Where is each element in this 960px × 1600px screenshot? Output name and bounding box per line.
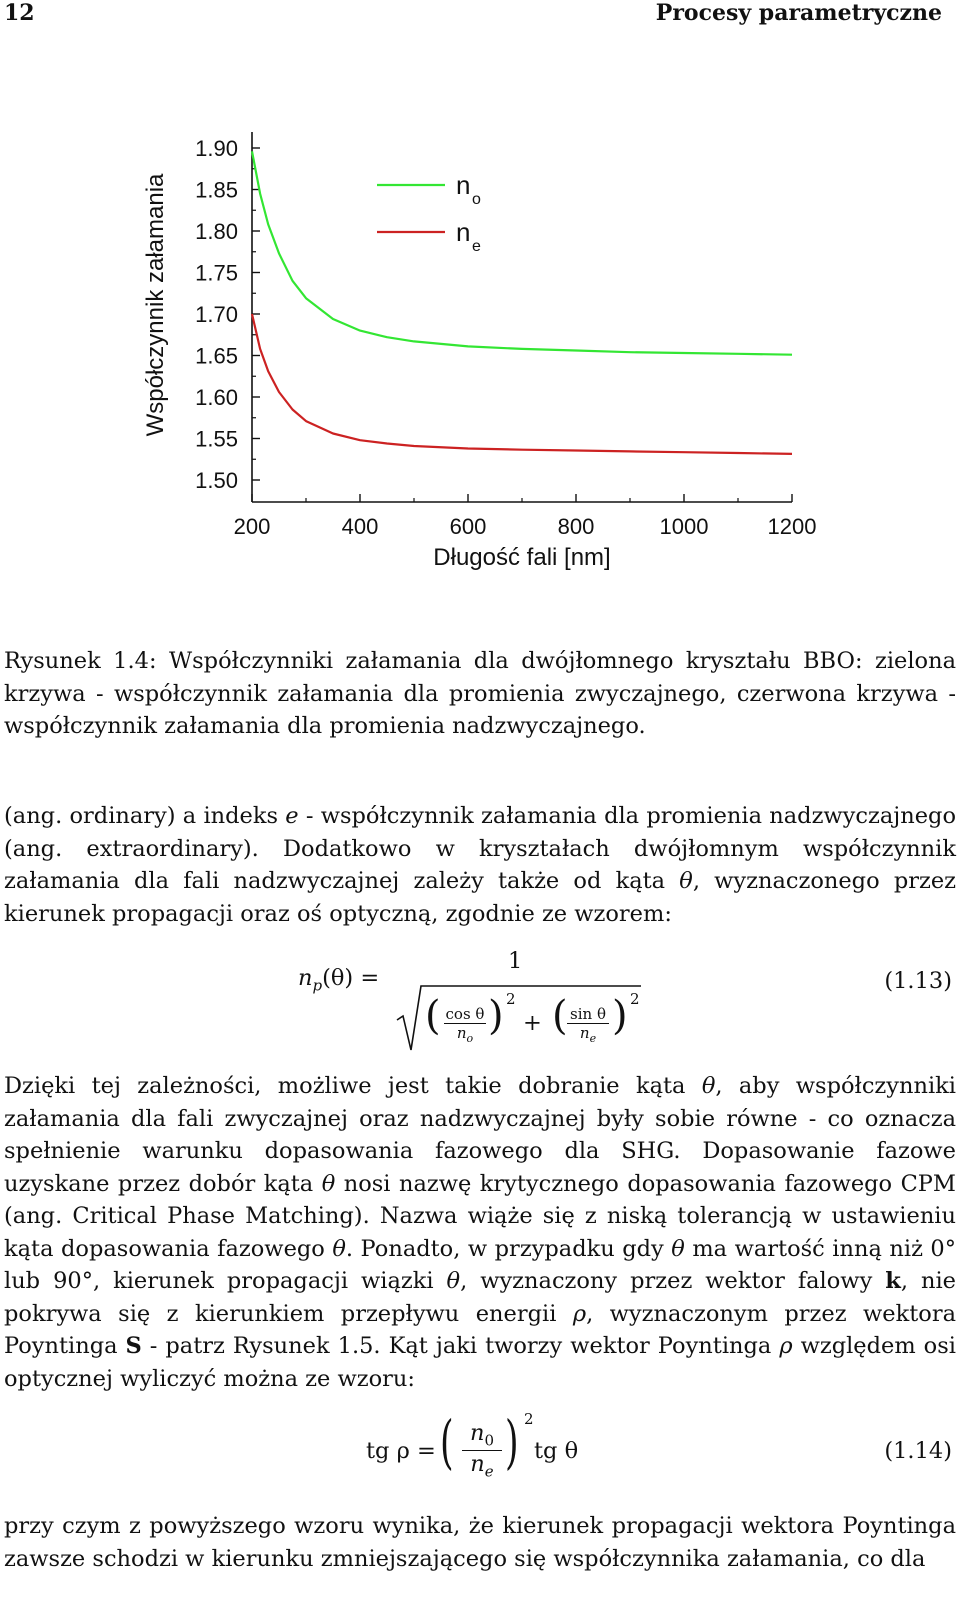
y-tick-label: 1.65	[195, 343, 238, 369]
eq113-sin: sin θ $n_e$	[567, 1005, 609, 1045]
x-tick-label: 1000	[659, 514, 709, 539]
eq114-lhs: tg ρ =	[366, 1438, 436, 1464]
p1-symbol-e: e	[285, 803, 299, 829]
eq113-lhs: $n_p(\theta)$ =	[298, 965, 380, 995]
y-tick-label: 1.60	[195, 385, 238, 410]
chart-legend	[377, 170, 481, 255]
x-tick-label: 1200	[767, 514, 817, 539]
p1-text-b: - współczynnik załamania dla promienia nadzwyczajnego (ang. extraordinary). Dodatkowo w kryształach dwójłomnym współczynnik załamania dla fali nadzwyczajnej zależy także od kąta	[4, 803, 956, 894]
series-line-e	[252, 314, 792, 454]
eq114-number: (1.14)	[884, 1438, 952, 1464]
y-tick-label: 1.80	[195, 219, 238, 244]
series-line-o	[252, 151, 792, 354]
y-tick-label: 1.50	[195, 468, 238, 493]
eq113-number: (1.13)	[884, 968, 952, 994]
eq113-plus: +	[523, 1010, 542, 1036]
x-axis-ticks	[234, 494, 817, 539]
paragraph-1	[4, 800, 956, 930]
eq113-numerator: 1	[508, 948, 523, 974]
legend-label-o: n	[456, 170, 471, 200]
chapter-title: Procesy parametryczne	[655, 0, 942, 26]
eq114-fraction: $n_0$ $n_e$	[462, 1420, 502, 1480]
y-tick-label: 1.55	[195, 426, 238, 452]
chart-axes	[252, 132, 792, 502]
x-tick-label: 600	[449, 514, 487, 539]
y-axis-ticks	[195, 136, 260, 493]
legend-subscript-o: o	[472, 191, 481, 208]
y-tick-label: 1.75	[195, 260, 238, 286]
p1-symbol-theta: θ	[679, 868, 693, 894]
y-tick-label: 1.85	[195, 177, 238, 203]
x-axis-label: Długość fali [nm]	[433, 544, 611, 571]
figure-caption: Rysunek 1.4: Współczynniki załamania dla dwójłomnego kryształu BBO: zielona krzywa - współczynnik załamania dla promienia zwyczajnego, czerwona krzywa - współczynnik załamania dla promienia nadzwyczajnego.	[4, 648, 956, 739]
page-header	[4, 0, 942, 26]
legend-label-e: n	[456, 217, 471, 247]
chart-series	[252, 151, 792, 454]
paragraph-2: Dzięki tej zależności, możliwe jest takie dobranie kąta θ, aby współczynniki załamania dla fali zwyczajnej oraz nadzwyczajnej były sobie równe - co oznacza spełnienie warunku dopasowania fazowego dla SHG. Dopasowanie fazowe uzyskane przez dobór kąta θ nosi nazwę krytycznego dopasowania fazowego CPM (ang. Critical Phase Matching). Nazwa wiąże się z niską tolerancją w ustawieniu kąta dopasowania fazowego θ. Ponadto, w przypadku gdy θ ma wartość inną niż 0° lub 90°, kierunek propagacji wiązki θ, wyznaczony przez wektor falowy k, nie pokrywa się z kierunkiem przepływu energii ρ, wyznaczonym przez wektora Poyntinga S - patrz Rysunek 1.5. Kąt jaki tworzy wektor Poyntinga ρ względem osi optycznej wyliczyć można ze wzoru:	[4, 1073, 956, 1392]
y-tick-label: 1.90	[195, 136, 238, 161]
eq114-rhs: tg θ	[534, 1438, 579, 1464]
x-tick-label: 400	[341, 514, 379, 539]
page-number: 12	[4, 0, 35, 26]
paragraph-3: przy czym z powyższego wzoru wynika, że kierunek propagacji wektora Poyntinga zawsze schodzi w kierunku zmniejszającego się współczynnika załamania, co dla	[4, 1513, 956, 1572]
x-tick-label: 800	[557, 514, 595, 539]
refractive-index-chart	[0, 110, 960, 610]
y-tick-label: 1.70	[195, 302, 238, 327]
eq113-cos: cos θ $n_o$	[445, 1005, 485, 1045]
p1-text-c: , wyznaczonego przez kierunek propagacji oraz oś optyczną, zgodnie ze wzorem:	[4, 868, 956, 927]
y-axis-label: Współczynnik załamania	[142, 173, 169, 437]
p1-text-a: (ang. ordinary) a indeks	[4, 803, 286, 829]
legend-subscript-e: e	[472, 238, 481, 255]
x-tick-label: 200	[233, 514, 271, 539]
